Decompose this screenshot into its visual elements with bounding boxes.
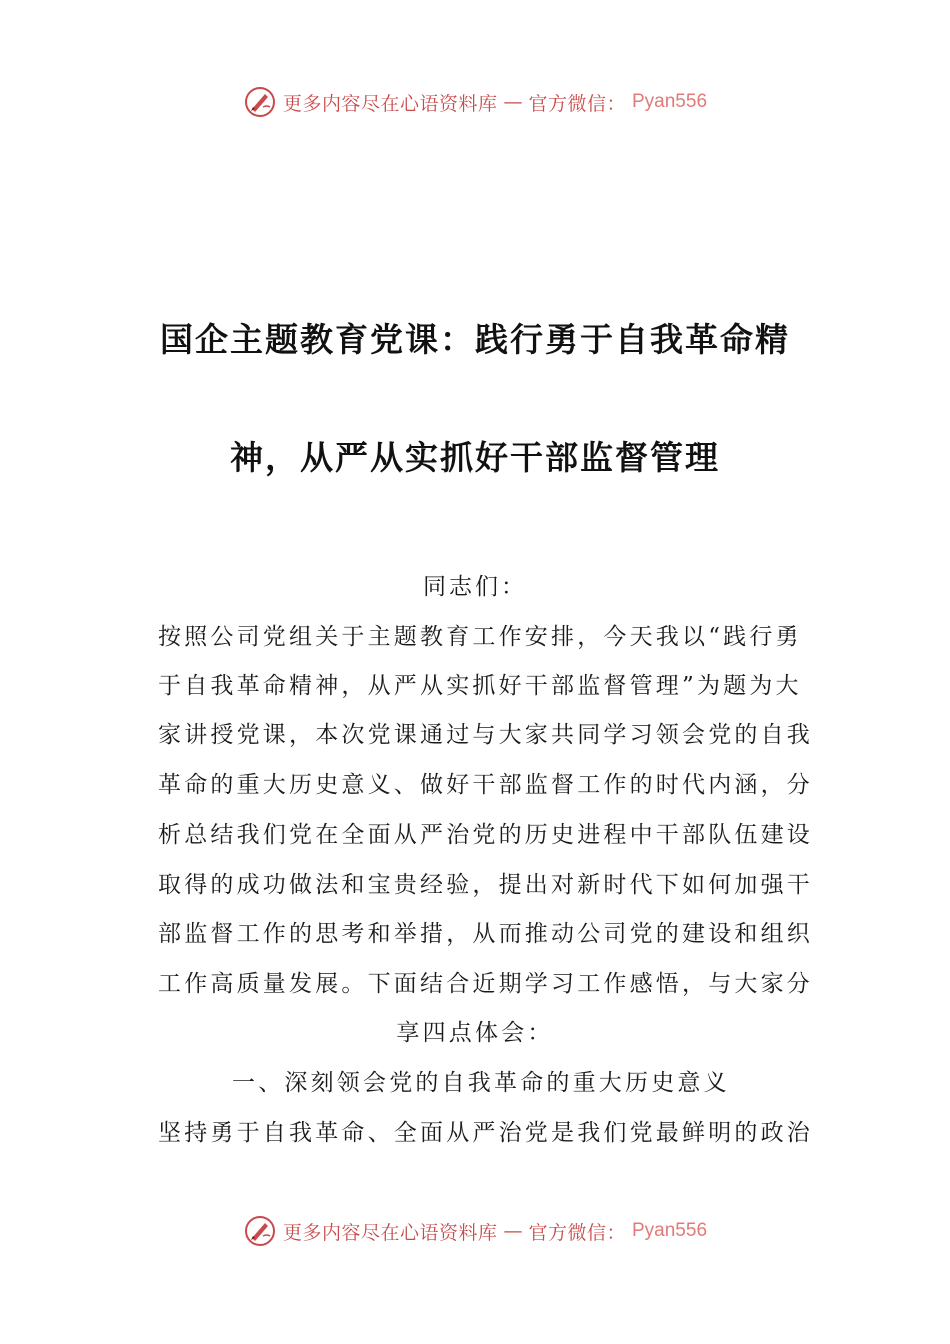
watermark-separator: — [503, 91, 523, 113]
document-title-line-2: 神，从严从实抓好干部监督管理 [230, 438, 720, 477]
paragraph-line: 析总结我们党在全面从严治党的历史进程中干部队伍建设 [158, 822, 813, 848]
pen-logo-icon [243, 85, 277, 119]
watermark-separator: — [503, 1220, 523, 1242]
footer-watermark [0, 1211, 950, 1251]
pen-logo-icon [243, 1214, 277, 1248]
watermark-text: 更多内容尽在心语资料库 [282, 92, 498, 115]
paragraph-line: 革命的重大历史意义、做好干部监督工作的时代内涵，分 [158, 772, 813, 798]
section-heading: 一、深刻领会党的自我革命的重大历史意义 [232, 1070, 730, 1096]
salutation: 同志们： [423, 574, 527, 600]
watermark-code: Pyan556 [632, 91, 708, 112]
watermark-label: 官方微信： [528, 92, 626, 115]
watermark-label: 官方微信： [528, 1221, 626, 1244]
watermark-text: 更多内容尽在心语资料库 [282, 1221, 498, 1244]
watermark-code: Pyan556 [632, 1220, 708, 1241]
paragraph-line: 家讲授党课，本次党课通过与大家共同学习领会党的自我 [158, 722, 813, 748]
paragraph-line: 工作高质量发展。下面结合近期学习工作感悟，与大家分 [158, 971, 813, 997]
paragraph-line: 部监督工作的思考和举措，从而推动公司党的建设和组织 [158, 921, 813, 947]
paragraph-line: 取得的成功做法和宝贵经验，提出对新时代下如何加强干 [158, 872, 813, 898]
paragraph-line: 于自我革命精神，从严从实抓好干部监督管理”为题为大 [158, 673, 802, 699]
paragraph-line: 按照公司党组关于主题教育工作安排，今天我以“践行勇 [158, 624, 802, 650]
paragraph-tail: 享四点体会： [396, 1020, 554, 1046]
document-title-line-1: 国企主题教育党课：践行勇于自我革命精 [160, 320, 790, 359]
header-watermark [0, 82, 950, 122]
paragraph-line: 坚持勇于自我革命、全面从严治党是我们党最鲜明的政治 [158, 1120, 813, 1146]
